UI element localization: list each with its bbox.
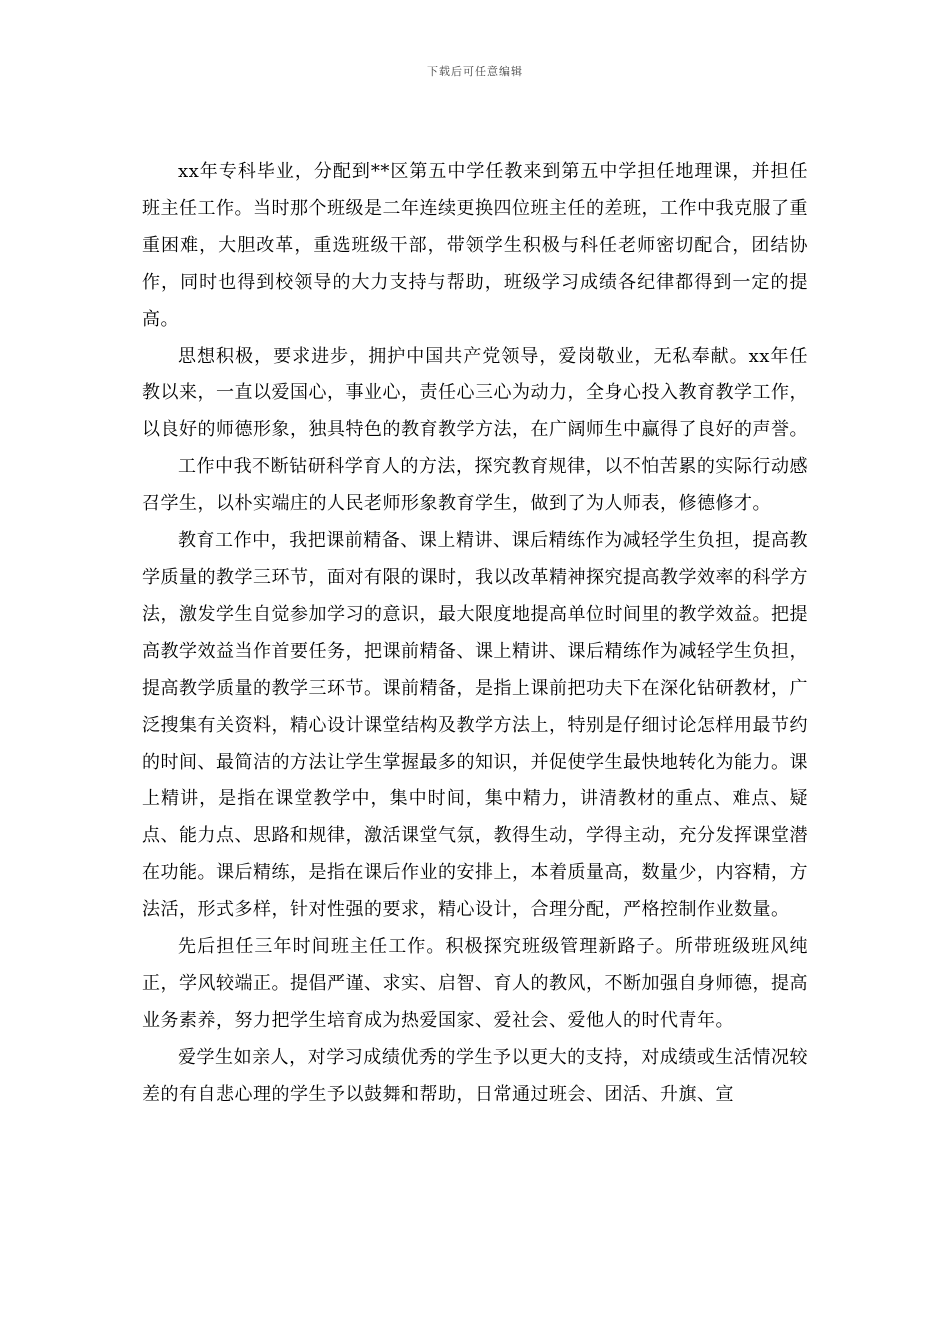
paragraph: 教育工作中，我把课前精备、课上精讲、课后精练作为减轻学生负担，提高教学质量的教学三环节，面对有限的课时，我以改革精神探究提高教学效率的科学方法，激发学生自觉参加学习的意识，最大限度地提高单位时间里的教学效益。把提高教学效益当作首要任务，把课前精备、课上精讲、课后精练作为减轻学生负担，提高教学质量的教学三环节。课前精备，是指上课前把功夫下在深化钻研教材，广泛搜集有关资料，精心设计课堂结构及教学方法上，特别是仔细讨论怎样用最节约的时间、最简洁的方法让学生掌握最多的知识，并促使学生最快地转化为能力。课上精讲，是指在课堂教学中，集中时间，集中精力，讲清教材的重点、难点、疑点、能力点、思路和规律，激活课堂气氛，教得生动，学得主动，充分发挥课堂潜在功能。课后精练，是指在课后作业的安排上，本着质量高，数量少，内容精，方法活，形式多样，针对性强的要求，精心设计，合理分配，严格控制作业数量。 — [142, 530, 808, 921]
paragraph: 先后担任三年时间班主任工作。积极探究班级管理新路子。所带班级班风纯正，学风较端正。提倡严谨、求实、启智、育人的教风，不断加强自身师德，提高业务素养，努力把学生培育成为热爱国家、爱社会、爱他人的时代青年。 — [142, 936, 808, 1031]
paragraph: xx年专科毕业，分配到**区第五中学任教来到第五中学担任地理课，并担任班主任工作。当时那个班级是二年连续更换四位班主任的差班，工作中我克服了重重困难，大胆改革，重选班级干部，带领学生积极与科任老师密切配合，团结协作，同时也得到校领导的大力支持与帮助，班级学习成绩各纪律都得到一定的提高。 — [142, 161, 808, 330]
paragraph: 思想积极，要求进步，拥护中国共产党领导，爱岗敬业，无私奉献。xx年任教以来，一直以爱国心，事业心，责任心三心为动力，全身心投入教育教学工作，以良好的师德形象，独具特色的教育教学方法，在广阔师生中赢得了良好的声誉。 — [142, 345, 808, 441]
paragraph: 爱学生如亲人，对学习成绩优秀的学生予以更大的支持，对成绩或生活情况较差的有自悲心理的学生予以鼓舞和帮助，日常通过班会、团活、升旗、宣 — [142, 1046, 808, 1105]
page-header: 下载后可任意编辑 — [427, 65, 523, 78]
document-body — [142, 154, 808, 1114]
paragraph: 工作中我不断钻研科学育人的方法，探究教育规律，以不怕苦累的实际行动感召学生，以朴实端庄的人民老师形象教育学生，做到了为人师表，修德修才。 — [142, 456, 808, 515]
